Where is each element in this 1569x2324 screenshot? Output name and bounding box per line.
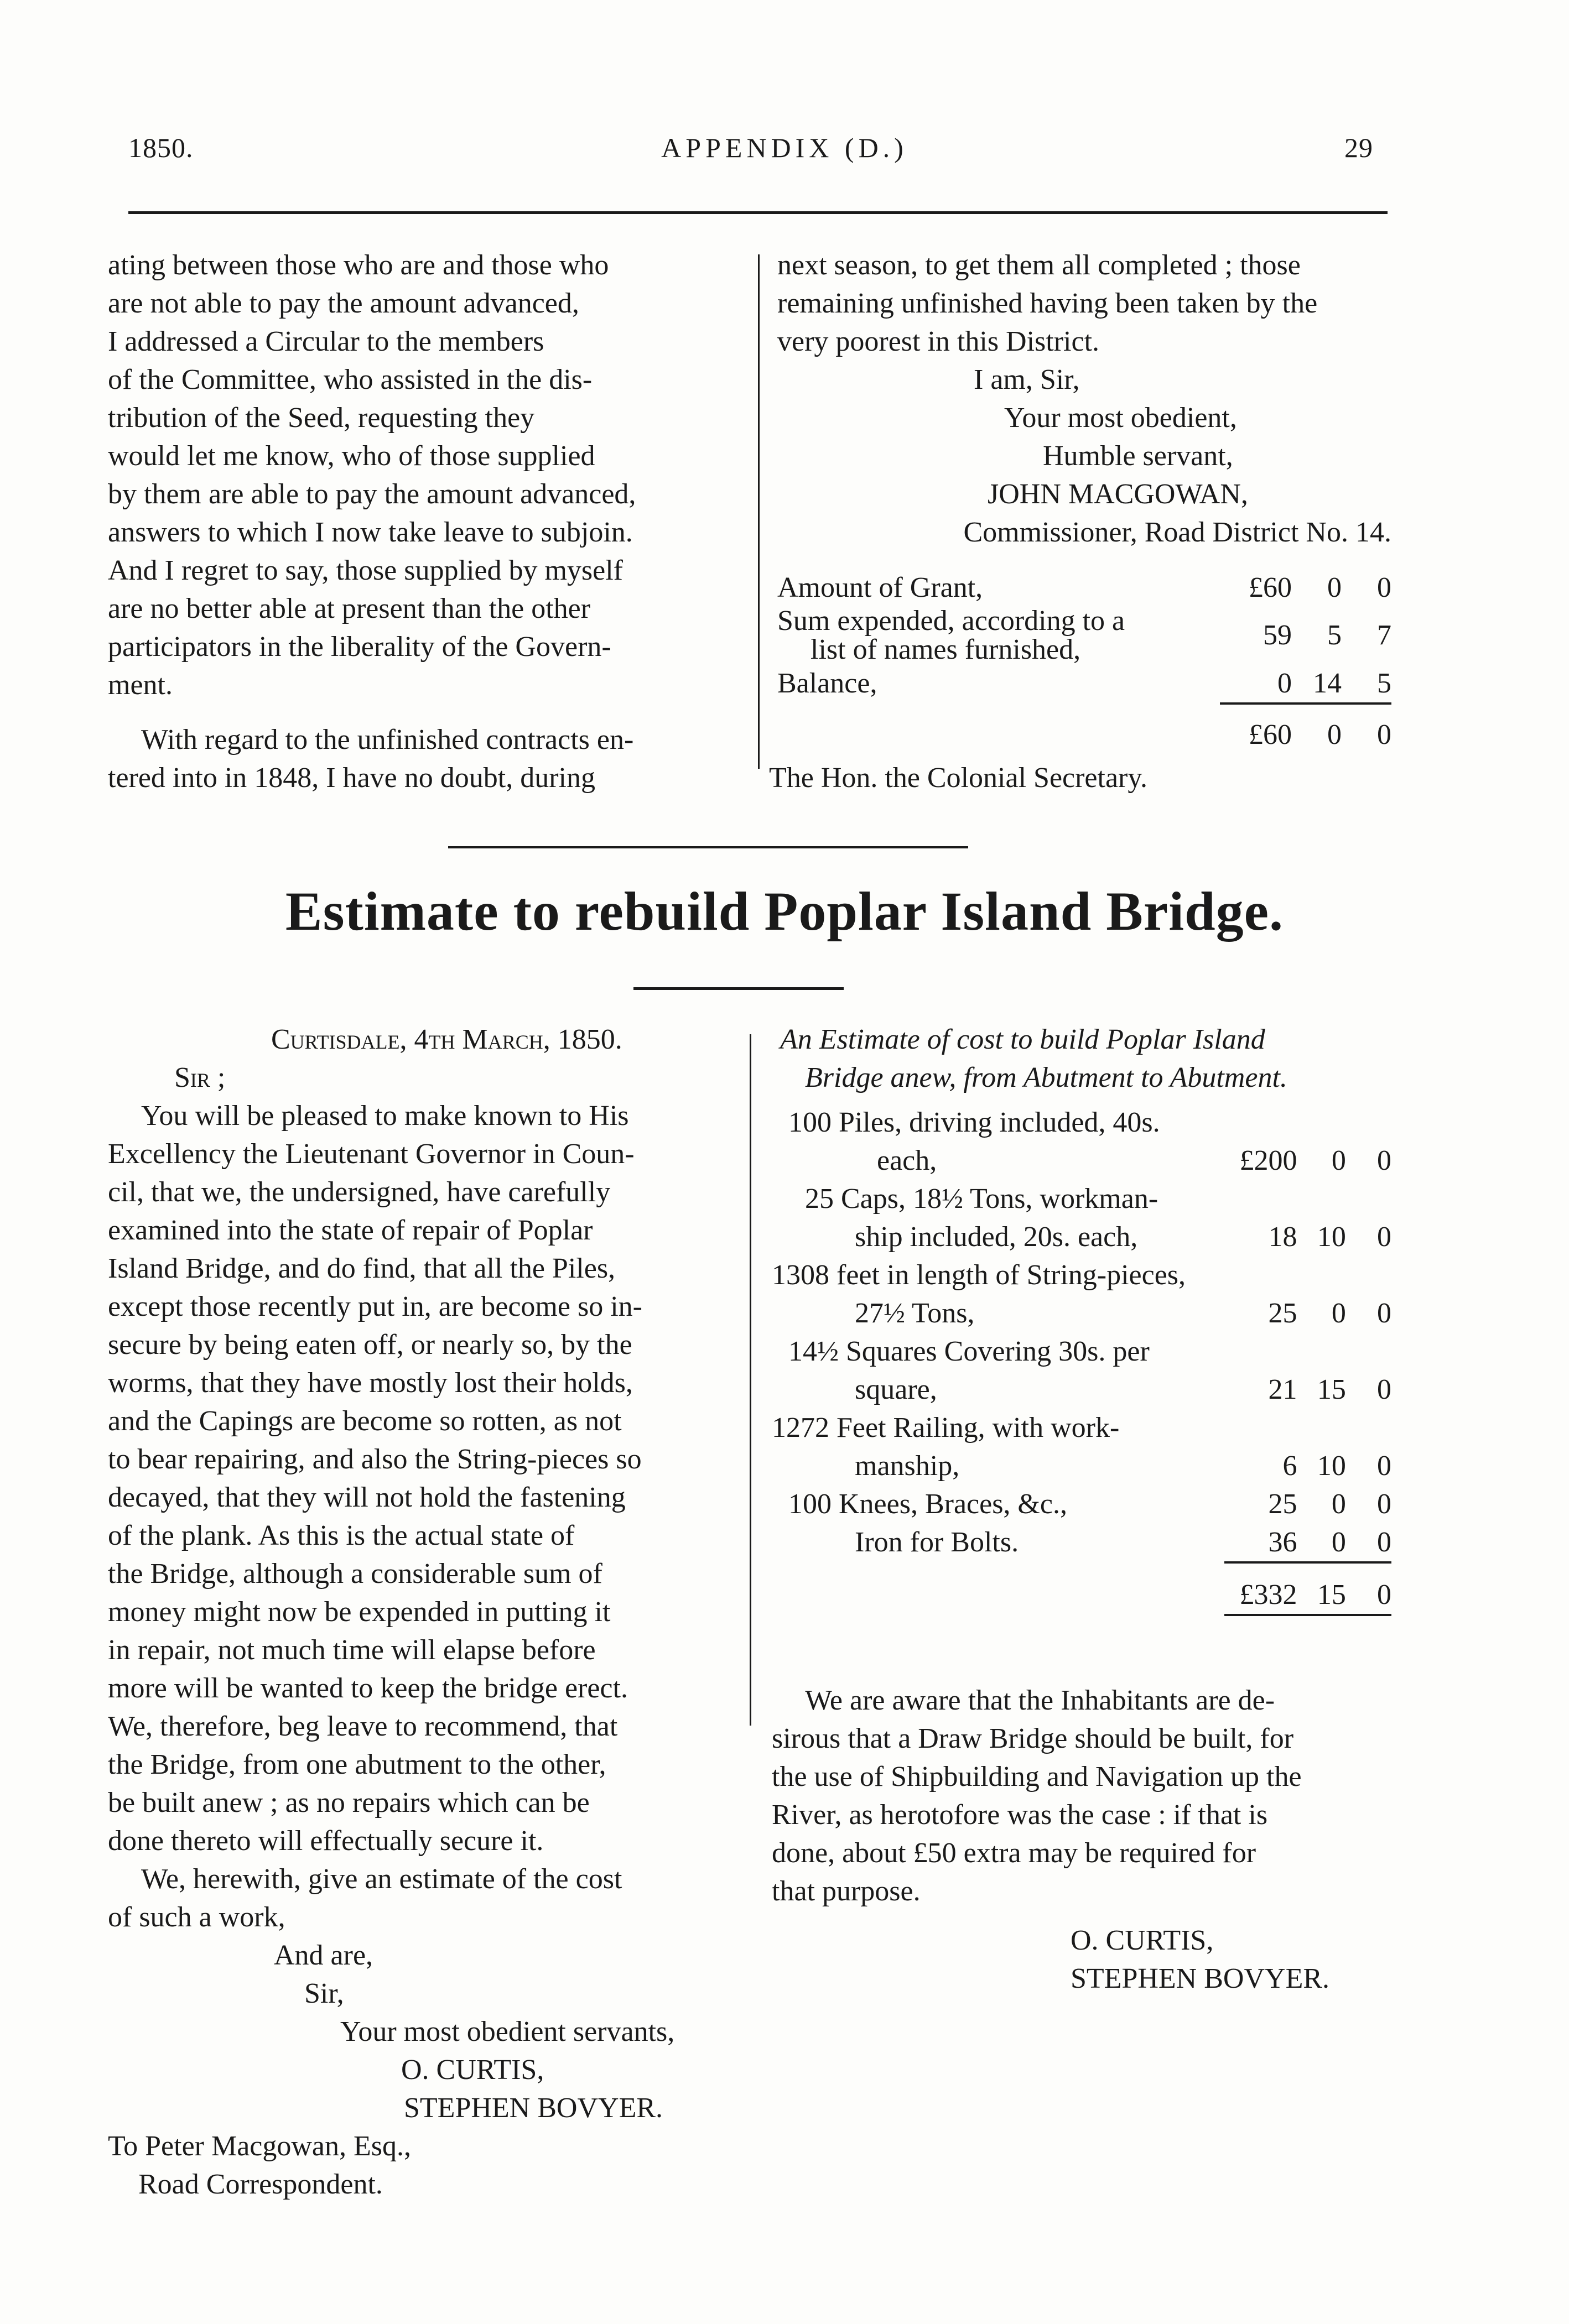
item-pence: 0 — [1377, 1526, 1391, 1558]
account-row — [777, 569, 1391, 607]
line: decayed, that they will not hold the fastening — [108, 1482, 626, 1513]
bottom-column-divider — [750, 1034, 751, 1726]
closing-line: Sir, — [304, 1978, 344, 2009]
item-text: ship included, 20s. each, — [855, 1221, 1138, 1253]
item-pounds: 21 — [1268, 1374, 1297, 1405]
estimate-row — [772, 1485, 1391, 1523]
header-rule — [128, 211, 1388, 214]
line: of the Committee, who assisted in the dis- — [108, 364, 593, 395]
line: next season, to get them all completed ; those — [777, 249, 1301, 281]
account-row — [777, 664, 1391, 704]
item-pence: 0 — [1377, 1374, 1391, 1405]
line: of such a work, — [108, 1901, 285, 1933]
line: money might now be expended in putting it — [108, 1596, 611, 1628]
line: answers to which I now take leave to subjoin. — [108, 517, 633, 548]
line: that purpose. — [772, 1875, 921, 1907]
addressee-line: To Peter Macgowan, Esq., — [108, 2130, 412, 2162]
top-right-addressee: The Hon. the Colonial Secretary. — [769, 762, 1147, 794]
line: in repair, not much time will elapse before — [108, 1634, 596, 1666]
line: the use of Shipbuilding and Navigation up the — [772, 1761, 1302, 1792]
line: remaining unfinished having been taken by the — [777, 288, 1318, 319]
item-text: square, — [855, 1374, 937, 1405]
item-pence: 0 — [1377, 1145, 1391, 1176]
account-pence: 5 — [1377, 668, 1391, 699]
item-shillings: 0 — [1331, 1298, 1346, 1329]
account-shillings: 0 — [1327, 572, 1342, 603]
item-text: 100 Knees, Braces, &c., — [788, 1488, 1067, 1520]
account-label-line: Sum expended, according to a — [777, 605, 1125, 637]
estimate-row — [772, 1332, 1391, 1371]
line: more will be wanted to keep the bridge erect. — [108, 1672, 628, 1704]
item-text: manship, — [855, 1450, 960, 1482]
section-divider — [448, 846, 968, 848]
item-pounds: 25 — [1268, 1298, 1297, 1329]
top-left-column — [108, 246, 722, 797]
signer-name: O. CURTIS, — [401, 2054, 544, 2086]
line: the Bridge, from one abutment to the other, — [108, 1749, 606, 1780]
line: ating between those who are and those who — [108, 249, 609, 281]
closing-line: Humble servant, — [1043, 440, 1233, 472]
closing-line: Your most obedient, — [1004, 402, 1237, 434]
estimate-row — [772, 1409, 1391, 1447]
line: secure by being eaten off, or nearly so, by the — [108, 1329, 632, 1361]
salutation: Sir ; — [174, 1062, 226, 1093]
total-shillings: 0 — [1292, 704, 1342, 754]
item-pence: 0 — [1377, 1450, 1391, 1482]
signer-title: Commissioner, Road District No. 14. — [963, 517, 1391, 548]
line: by them are able to pay the amount advanced, — [108, 478, 636, 510]
line: ment. — [108, 669, 173, 701]
account-label — [777, 607, 1220, 664]
line: Island Bridge, and do find, that all the Piles, — [108, 1253, 616, 1284]
line: participators in the liberality of the Govern- — [108, 631, 611, 663]
line: We are aware that the Inhabitants are de- — [805, 1685, 1275, 1716]
signer-name: STEPHEN BOVYER. — [404, 2092, 663, 2124]
draw-bridge-paragraph — [772, 1681, 1391, 1998]
item-pounds: £200 — [1239, 1145, 1297, 1176]
line: of the plank. As this is the actual state of — [108, 1520, 575, 1551]
estimate-heading: An Estimate of cost to build Poplar Island — [780, 1024, 1265, 1055]
line: examined into the state of repair of Poplar — [108, 1215, 593, 1246]
line: and the Capings are become so rotten, as not — [108, 1405, 622, 1437]
item-text: 14½ Squares Covering 30s. per — [788, 1336, 1150, 1367]
line: the Bridge, although a considerable sum of — [108, 1558, 602, 1590]
item-shillings: 10 — [1317, 1450, 1346, 1482]
estimate-row — [772, 1523, 1391, 1562]
account-pounds: 0 — [1277, 668, 1292, 699]
closing-line: I am, Sir, — [974, 364, 1080, 395]
total-pence: 0 — [1346, 1562, 1391, 1615]
item-pounds: 25 — [1268, 1488, 1297, 1520]
account-pounds: £60 — [1249, 572, 1292, 603]
estimate-total-row — [772, 1562, 1391, 1615]
line: are no better able at present than the other — [108, 593, 591, 624]
header-year: 1850. — [128, 132, 194, 163]
signer-name: STEPHEN BOVYER. — [1071, 1963, 1330, 1994]
closing-line: And are, — [274, 1940, 373, 1971]
item-shillings: 0 — [1331, 1145, 1346, 1176]
total-pence: 0 — [1342, 704, 1391, 754]
signer-name: O. CURTIS, — [1071, 1925, 1214, 1956]
account-label-line: list of names furnished, — [811, 634, 1081, 665]
item-shillings: 0 — [1331, 1526, 1346, 1558]
bottom-left-column — [108, 1020, 722, 2203]
estimate-row — [772, 1371, 1391, 1409]
header-title: APPENDIX (D.) — [661, 132, 908, 163]
item-shillings: 15 — [1317, 1374, 1346, 1405]
line: With regard to the unfinished contracts en- — [141, 724, 634, 755]
signer-name: JOHN MACGOWAN, — [988, 478, 1248, 510]
estimate-row — [772, 1180, 1391, 1218]
total-pounds: £60 — [1220, 704, 1292, 754]
closing-line: Your most obedient servants, — [340, 2016, 675, 2047]
account-pence: 7 — [1377, 619, 1391, 651]
line: cil, that we, the undersigned, have carefully — [108, 1176, 611, 1208]
account-label: Balance, — [777, 668, 877, 699]
item-text: each, — [877, 1145, 937, 1176]
line: You will be pleased to make known to His — [141, 1100, 629, 1132]
item-text: 1272 Feet Railing, with work- — [772, 1412, 1120, 1444]
line: tered into in 1848, I have no doubt, during — [108, 762, 595, 794]
item-text: 100 Piles, driving included, 40s. — [788, 1107, 1160, 1138]
top-right-column — [777, 246, 1391, 551]
line: We, herewith, give an estimate of the cost — [141, 1863, 622, 1895]
line: sirous that a Draw Bridge should be built, for — [772, 1723, 1294, 1754]
estimate-row — [772, 1447, 1391, 1485]
line: Excellency the Lieutenant Governor in Coun- — [108, 1138, 635, 1170]
total-shillings: 15 — [1297, 1562, 1345, 1615]
estimate-row — [772, 1294, 1391, 1332]
header-page-number: 29 — [1344, 132, 1373, 163]
line: except those recently put in, are become so in- — [108, 1291, 642, 1322]
account-label: Amount of Grant, — [777, 572, 983, 603]
estimate-row — [772, 1142, 1391, 1180]
title-underline — [633, 987, 844, 990]
line: done, about £50 extra may be required for — [772, 1837, 1256, 1869]
item-text: 27½ Tons, — [855, 1298, 975, 1329]
line: very poorest in this District. — [777, 326, 1100, 357]
line: be built anew ; as no repairs which can be — [108, 1787, 590, 1818]
item-pence: 0 — [1377, 1221, 1391, 1253]
item-shillings: 10 — [1317, 1221, 1346, 1253]
account-pounds: 59 — [1263, 619, 1292, 651]
item-text: Iron for Bolts. — [855, 1526, 1019, 1558]
estimate-row — [772, 1103, 1391, 1142]
account-shillings: 14 — [1313, 668, 1342, 699]
item-shillings: 0 — [1331, 1488, 1346, 1520]
account-shillings: 5 — [1327, 619, 1342, 651]
line: We, therefore, beg leave to recommend, that — [108, 1711, 618, 1742]
item-pence: 0 — [1377, 1488, 1391, 1520]
line: worms, that they have mostly lost their holds, — [108, 1367, 633, 1399]
account-pence: 0 — [1377, 572, 1391, 603]
top-column-divider — [758, 254, 760, 769]
item-text: 25 Caps, 18½ Tons, workman- — [805, 1183, 1158, 1215]
dateline: Curtisdale, 4th March, 1850. — [271, 1024, 622, 1055]
grant-account-table — [777, 569, 1391, 754]
account-row — [777, 607, 1391, 664]
line: And I regret to say, those supplied by myself — [108, 555, 623, 586]
line: I addressed a Circular to the members — [108, 326, 544, 357]
item-pence: 0 — [1377, 1298, 1391, 1329]
line: done thereto will effectually secure it. — [108, 1825, 544, 1857]
item-pounds: 6 — [1282, 1450, 1297, 1482]
addressee-line: Road Correspondent. — [138, 2169, 383, 2200]
estimate-row — [772, 1256, 1391, 1294]
line: are not able to pay the amount advanced, — [108, 288, 579, 319]
line: would let me know, who of those supplied — [108, 440, 595, 472]
item-pounds: 36 — [1268, 1526, 1297, 1558]
line: River, as herotofore was the case : if that is — [772, 1799, 1268, 1831]
total-pounds: £332 — [1224, 1562, 1297, 1615]
line: to bear repairing, and also the String-pieces so — [108, 1444, 642, 1475]
item-text: 1308 feet in length of String-pieces, — [772, 1259, 1186, 1291]
page-title: Estimate to rebuild Poplar Island Bridge. — [285, 880, 1284, 942]
estimate-row — [772, 1218, 1391, 1256]
estimate-heading: Bridge anew, from Abutment to Abutment. — [805, 1062, 1287, 1093]
bottom-right-column — [772, 1020, 1391, 1097]
item-pounds: 18 — [1268, 1221, 1297, 1253]
account-total-row — [777, 704, 1391, 754]
estimate-table — [772, 1103, 1391, 1616]
line: tribution of the Seed, requesting they — [108, 402, 535, 434]
